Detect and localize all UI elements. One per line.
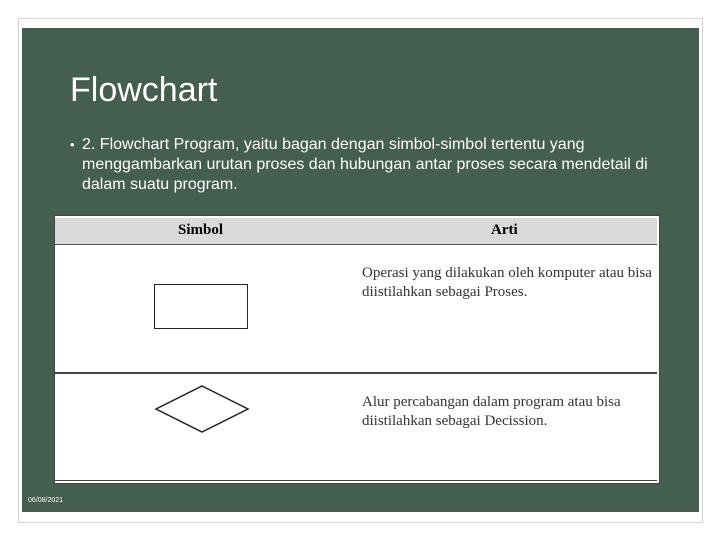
bullet-text: 2. Flowchart Program, yaitu bagan dengan simbol-simbol tertentu yang menggambarkan urutan proses dan hubungan antar proses secara mendetail di dalam suatu program.	[82, 136, 648, 193]
slide	[22, 28, 699, 512]
process-rectangle-icon	[154, 284, 248, 329]
bullet-point	[70, 135, 670, 195]
decision-diamond-icon	[154, 384, 250, 434]
bullet-icon: •	[70, 137, 75, 152]
row-divider	[55, 372, 657, 374]
slide-date: 06/08/2021	[28, 497, 64, 504]
table-header	[55, 218, 657, 245]
header-arti: Arti	[491, 222, 518, 238]
slide-title: Flowchart	[70, 71, 218, 109]
header-simbol: Simbol	[178, 222, 224, 238]
table-bottom-border	[55, 480, 657, 481]
symbol-table	[54, 215, 660, 484]
meaning-decision: Alur percabangan dalam program atau bisa diistilahkan sebagai Decission.	[362, 394, 621, 429]
meaning-process: Operasi yang dilakukan oleh komputer atau bisa diistilahkan sebagai Proses.	[362, 265, 652, 300]
